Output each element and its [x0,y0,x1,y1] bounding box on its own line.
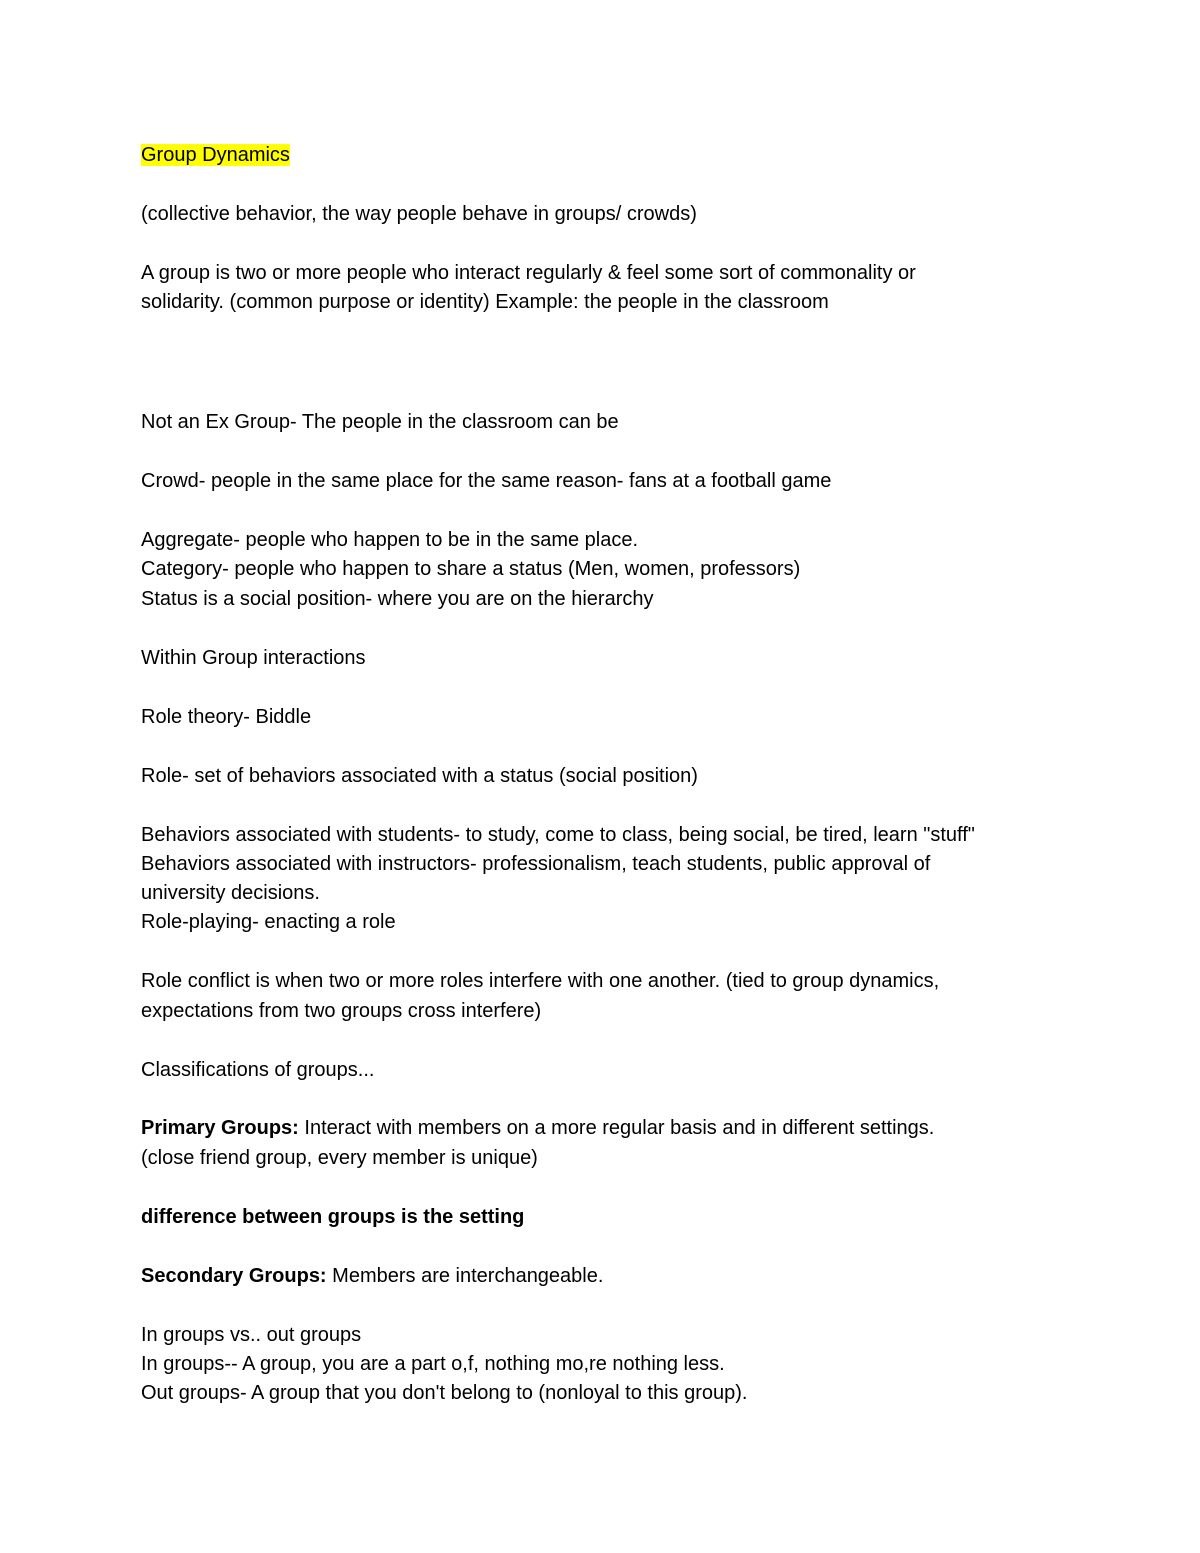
role-definition: Role- set of behaviors associated with a status (social position) [141,765,698,787]
instructor-behaviors-line-1: Behaviors associated with instructors- professionalism, teach students, public approval of [141,853,931,875]
category-definition: Category- people who happen to share a status (Men, women, professors) [141,558,801,580]
role-conflict-line-2: expectations from two groups cross interfere) [141,1000,542,1022]
group-definition-line-1: A group is two or more people who interact regularly & feel some sort of commonality or [141,262,916,284]
group-definition-line-2: solidarity. (common purpose or identity) Example: the people in the classroom [141,291,829,313]
role-theory: Role theory- Biddle [141,706,312,728]
instructor-behaviors-line-2: university decisions. [141,882,320,904]
out-groups-definition: Out groups- A group that you don't belong to (nonloyal to this group). [141,1382,748,1404]
title-highlight: Group Dynamics [141,144,290,166]
role-conflict-line-1: Role conflict is when two or more roles interfere with one another. (tied to group dynamics, [141,970,940,992]
primary-groups-label: Primary Groups: [141,1117,299,1139]
secondary-groups-text: Members are interchangeable. [326,1265,604,1287]
secondary-groups [141,1261,603,1291]
in-groups-definition: In groups-- A group, you are a part o,f, nothing mo,re nothing less. [141,1353,725,1375]
not-group: Not an Ex Group- The people in the classroom can be [141,411,619,433]
role-playing: Role-playing- enacting a role [141,911,396,933]
in-vs-out-heading: In groups vs.. out groups [141,1324,362,1346]
subtitle: (collective behavior, the way people behave in groups/ crowds) [141,203,697,225]
secondary-groups-label: Secondary Groups: [141,1265,327,1287]
primary-groups-text: Interact with members on a more regular basis and in different settings. [298,1117,935,1139]
crowd-definition: Crowd- people in the same place for the same reason- fans at a football game [141,470,832,492]
primary-groups-example: (close friend group, every member is unique) [141,1147,538,1169]
status-definition: Status is a social position- where you are on the hierarchy [141,588,654,610]
difference-note: difference between groups is the setting [141,1206,525,1228]
classifications-heading: Classifications of groups... [141,1059,375,1081]
aggregate-definition: Aggregate- people who happen to be in the same place. [141,529,639,551]
within-group-heading: Within Group interactions [141,647,366,669]
primary-groups [141,1113,934,1143]
student-behaviors: Behaviors associated with students- to study, come to class, being social, be tired, learn "stuff" [141,824,975,846]
doc-title [141,140,290,170]
